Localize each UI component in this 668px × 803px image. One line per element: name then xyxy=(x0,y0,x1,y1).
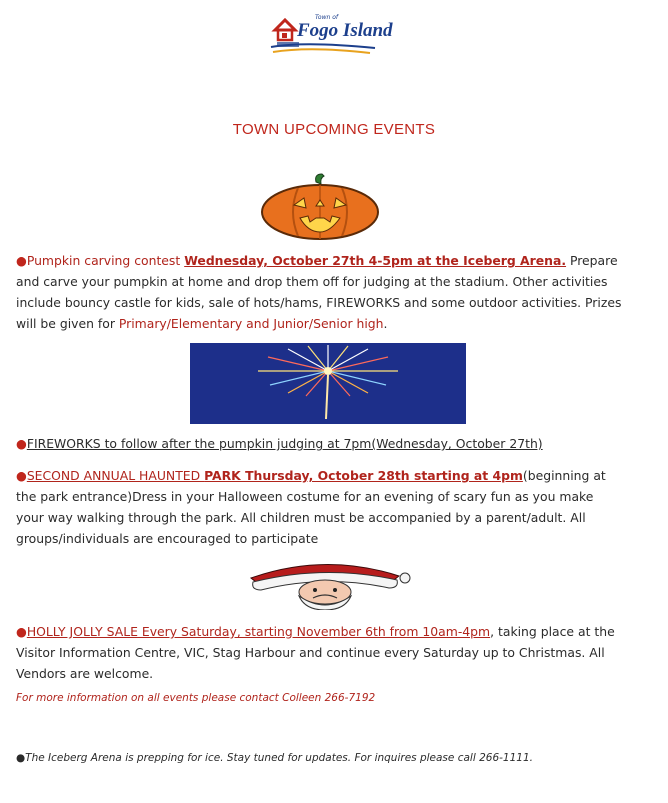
event1-date-location: Wednesday, October 27th 4-5pm at the Iceberg Arena. xyxy=(184,253,567,268)
event3-date: PARK Thursday, October 28th starting at 4pm xyxy=(204,468,523,483)
bullet: ● xyxy=(16,624,27,639)
logo-town-of: Town of xyxy=(315,14,338,21)
fireworks-image xyxy=(190,343,466,424)
bullet: ● xyxy=(16,436,27,451)
event1-lead: Pumpkin carving contest xyxy=(26,253,185,268)
event1-grades: Primary/Elementary and Junior/Senior high xyxy=(118,316,384,331)
event-haunted-park xyxy=(16,465,622,549)
event3-description: (beginning at the park entrance)Dress in your Halloween costume for an evening of scary fun as you make your way walking through the park. All children must be accompanied by a parent/adult. All groups/individuals are encouraged to participate xyxy=(16,468,606,546)
event1-end: . xyxy=(383,316,388,331)
event4-description: , taking place at the Visitor Information Centre, VIC, Stag Harbour and continue every Saturday up to Christmas. All Vendors are welcome. xyxy=(16,624,615,681)
event-holly-jolly-sale xyxy=(16,621,622,684)
santa-face-icon xyxy=(239,558,411,610)
bullet: ● xyxy=(16,253,27,268)
event2-text: FIREWORKS to follow after the pumpkin judging at 7pm(Wednesday, October 27th) xyxy=(26,436,543,451)
logo-wordmark: Fogo Island xyxy=(297,20,393,41)
fogo-island-logo xyxy=(265,14,395,58)
event4-lead: HOLLY JOLLY SALE Every Saturday, starting November 6th from 10am-4pm xyxy=(26,624,491,639)
event3-lead: SECOND ANNUAL HAUNTED xyxy=(26,468,205,483)
page-title: TOWN UPCOMING EVENTS xyxy=(232,121,436,138)
event-fireworks xyxy=(16,433,622,454)
event-pumpkin-carving xyxy=(16,250,622,334)
arena-note-text: The Iceberg Arena is prepping for ice. Stay tuned for updates. For inquires please call 266-1111. xyxy=(25,752,533,764)
contact-info: For more information on all events please contact Colleen 266-7192 xyxy=(16,692,376,704)
event1-description: Prepare and carve your pumpkin at home and drop them off for judging at the stadium. Other activities include bouncy castle for kids, sale of hots/hams, FIREWORKS and some outdoor activities. Prizes will be given for xyxy=(16,253,622,331)
arena-note xyxy=(16,752,533,764)
pumpkin-icon xyxy=(258,172,382,240)
bullet: ● xyxy=(16,752,26,764)
bullet: ● xyxy=(16,468,27,483)
